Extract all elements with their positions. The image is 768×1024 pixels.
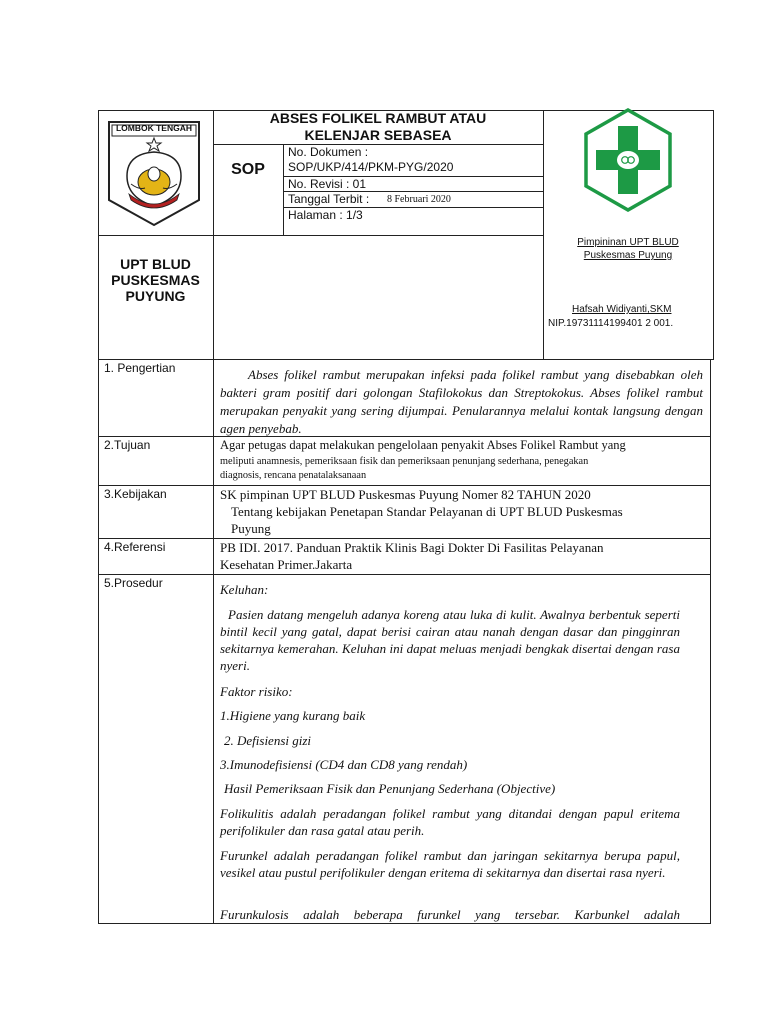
header-border-right bbox=[713, 110, 714, 360]
hasil-pemeriksaan-heading: Hasil Pemeriksaan Fisik dan Penunjang Sederhana (Objective) bbox=[224, 781, 556, 796]
folikulitis-text: Folikulitis adalah peradangan folikel rambut yang ditandai dengan papul eritema perifolikuler dan rasa gatal atau perih. bbox=[220, 806, 680, 838]
kebijakan-line2: Tentang kebijakan Penetapan Standar Pelayanan di UPT BLUD Puskesmas bbox=[231, 504, 623, 519]
leader-name: Hafsah Widiyanti,SKM bbox=[572, 304, 672, 315]
row-line-referensi bbox=[98, 538, 711, 539]
content-border-left bbox=[98, 359, 99, 924]
leader-title-line1: Pimpininan UPT BLUD bbox=[577, 237, 679, 248]
logo-text: LOMBOK TENGAH bbox=[115, 123, 193, 133]
issue-date-value: 8 Februari 2020 bbox=[387, 194, 451, 205]
keluhan-text: Pasien datang mengeluh adanya koreng atau luka di kulit. Awalnya berbentuk seperti bintil kecil yang gatal, dapat berisi cairan atau nanah dengan dasar dan pingginran sekitarnya kemerahan. Keluhan ini dapat meluas menjadi bengkak disertai dengan rasa nyeri. bbox=[220, 607, 680, 673]
institution-line2: PUSKESMAS bbox=[111, 272, 200, 288]
header-institution-line bbox=[98, 235, 543, 236]
page-number: Halaman : 1/3 bbox=[288, 208, 363, 222]
tujuan-line2: meliputi anamnesis, pemeriksaan fisik dan pemeriksaan penunjang sederhana, penegakan bbox=[220, 456, 589, 467]
sop-label: SOP bbox=[231, 161, 265, 178]
row-line-kebijakan bbox=[98, 485, 711, 486]
tujuan-label: 2.Tujuan bbox=[104, 438, 151, 452]
header-divider-sop bbox=[283, 144, 284, 236]
leader-title-line2: Puskesmas Puyung bbox=[583, 250, 673, 261]
institution-line1: UPT BLUD bbox=[120, 256, 191, 272]
puskesmas-logo bbox=[583, 108, 673, 212]
institution-line3: PUYUNG bbox=[125, 288, 186, 304]
revision-number: No. Revisi : 01 bbox=[288, 177, 367, 191]
faktor-risiko-item-3: 3.Imunodefisiensi (CD4 dan CD8 yang rendah) bbox=[220, 757, 468, 772]
tujuan-line1: Agar petugas dapat melakukan pengelolaan penyakit Abses Folikel Rambut yang bbox=[220, 438, 626, 452]
tujuan-line3: diagnosis, rencana penatalaksanaan bbox=[220, 470, 367, 481]
pengertian-label: 1. Pengertian bbox=[104, 361, 176, 375]
header-border-bottom bbox=[98, 359, 714, 360]
pengertian-text: Abses folikel rambut merupakan infeksi pada folikel rambut yang disebabkan oleh bakteri gram positif dari golongan Stafilokokus dan Streptokokus. Abses folikel rambut merupakan penyakit yang sering dijumpai. Penularannya melalui kontak langsung dengan agen penyebab. bbox=[220, 367, 703, 436]
faktor-risiko-item-1: 1.Higiene yang kurang baik bbox=[220, 708, 366, 723]
referensi-label: 4.Referensi bbox=[104, 540, 166, 554]
header-title-line bbox=[213, 144, 543, 145]
referensi-line2: Kesehatan Primer.Jakarta bbox=[220, 557, 353, 572]
lombok-tengah-logo bbox=[105, 118, 203, 228]
kebijakan-label: 3.Kebijakan bbox=[104, 487, 167, 501]
content-border-right bbox=[710, 359, 711, 924]
row-line-prosedur bbox=[98, 574, 711, 575]
faktor-risiko-item-2: 2. Defisiensi gizi bbox=[224, 733, 312, 748]
prosedur-label: 5.Prosedur bbox=[104, 576, 163, 590]
content-divider bbox=[213, 359, 214, 924]
kebijakan-line3: Puyung bbox=[231, 521, 271, 536]
faktor-risiko-heading: Faktor risiko: bbox=[220, 684, 293, 699]
issue-date-label: Tanggal Terbit : bbox=[288, 192, 370, 206]
doc-number-label: No. Dokumen : bbox=[288, 145, 369, 159]
leader-nip: NIP.19731114199401 2 001. bbox=[548, 318, 674, 329]
document-title-line1: ABSES FOLIKEL RAMBUT ATAU bbox=[269, 110, 487, 126]
header-divider-right bbox=[543, 110, 544, 360]
furunkel-text: Furunkel adalah peradangan folikel rambut dan jaringan sekitarnya berupa papul, vesikel atau pustul perifolikuler dengan eritema di sekitarnya dan disertai rasa nyeri. bbox=[220, 848, 680, 880]
referensi-line1: PB IDI. 2017. Panduan Praktik Klinis Bagi Dokter Di Fasilitas Pelayanan bbox=[220, 540, 604, 555]
kebijakan-line1: SK pimpinan UPT BLUD Puskesmas Puyung Nomer 82 TAHUN 2020 bbox=[220, 487, 591, 502]
keluhan-heading: Keluhan: bbox=[220, 582, 269, 597]
document-title-line2: KELENJAR SEBASEA bbox=[304, 127, 452, 143]
doc-number-value: SOP/UKP/414/PKM-PYG/2020 bbox=[288, 160, 454, 174]
furunkulosis-text: Furunkulosis adalah beberapa furunkel yang tersebar. Karbunkel adalah bbox=[220, 907, 680, 922]
content-border-bottom bbox=[98, 923, 711, 924]
